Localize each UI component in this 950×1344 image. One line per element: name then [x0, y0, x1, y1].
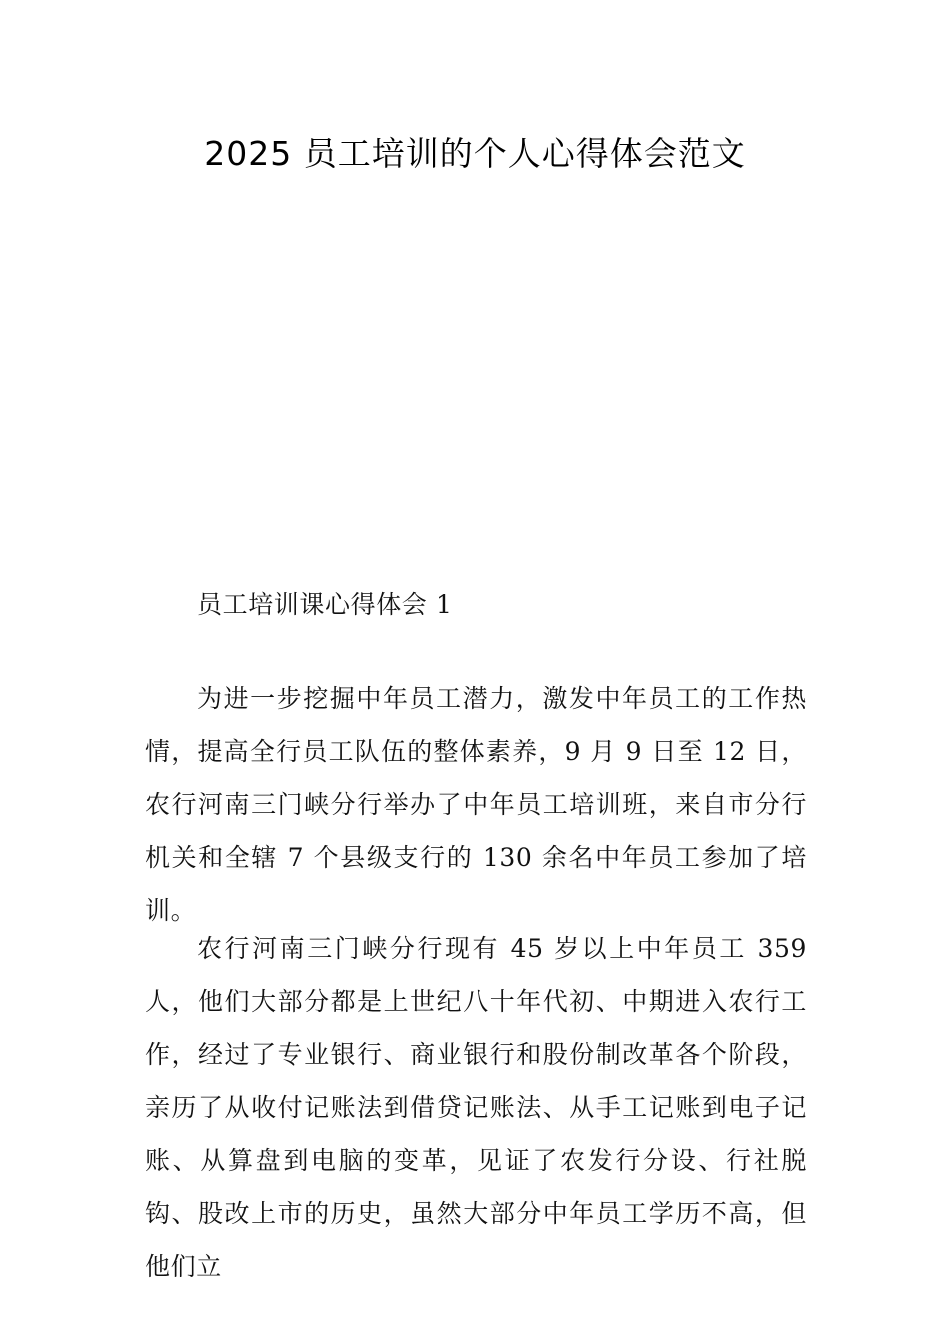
section-heading: 员工培训课心得体会 1	[197, 590, 453, 619]
document-title: 2025 员工培训的个人心得体会范文	[204, 134, 746, 173]
paragraph-2: 农行河南三门峡分行现有 45 岁以上中年员工 359 人，他们大部分都是上世纪八十年代初、中期进入农行工作，经过了专业银行、商业银行和股份制改革各个阶段，亲历了从收付记账法到借贷记账法、从手工记账到电子记账、从算盘到电脑的变革，见证了农发行分设、行社脱钩、股改上市的历史，虽然大部分中年员工学历不高，但他们立	[145, 934, 807, 1281]
paragraph-1: 为进一步挖掘中年员工潜力，激发中年员工的工作热情，提高全行员工队伍的整体素养，9 月 9 日至 12 日，农行河南三门峡分行举办了中年员工培训班，来自市分行机关和全辖 7 个县级支行的 130 余名中年员工参加了培训。	[145, 684, 807, 925]
